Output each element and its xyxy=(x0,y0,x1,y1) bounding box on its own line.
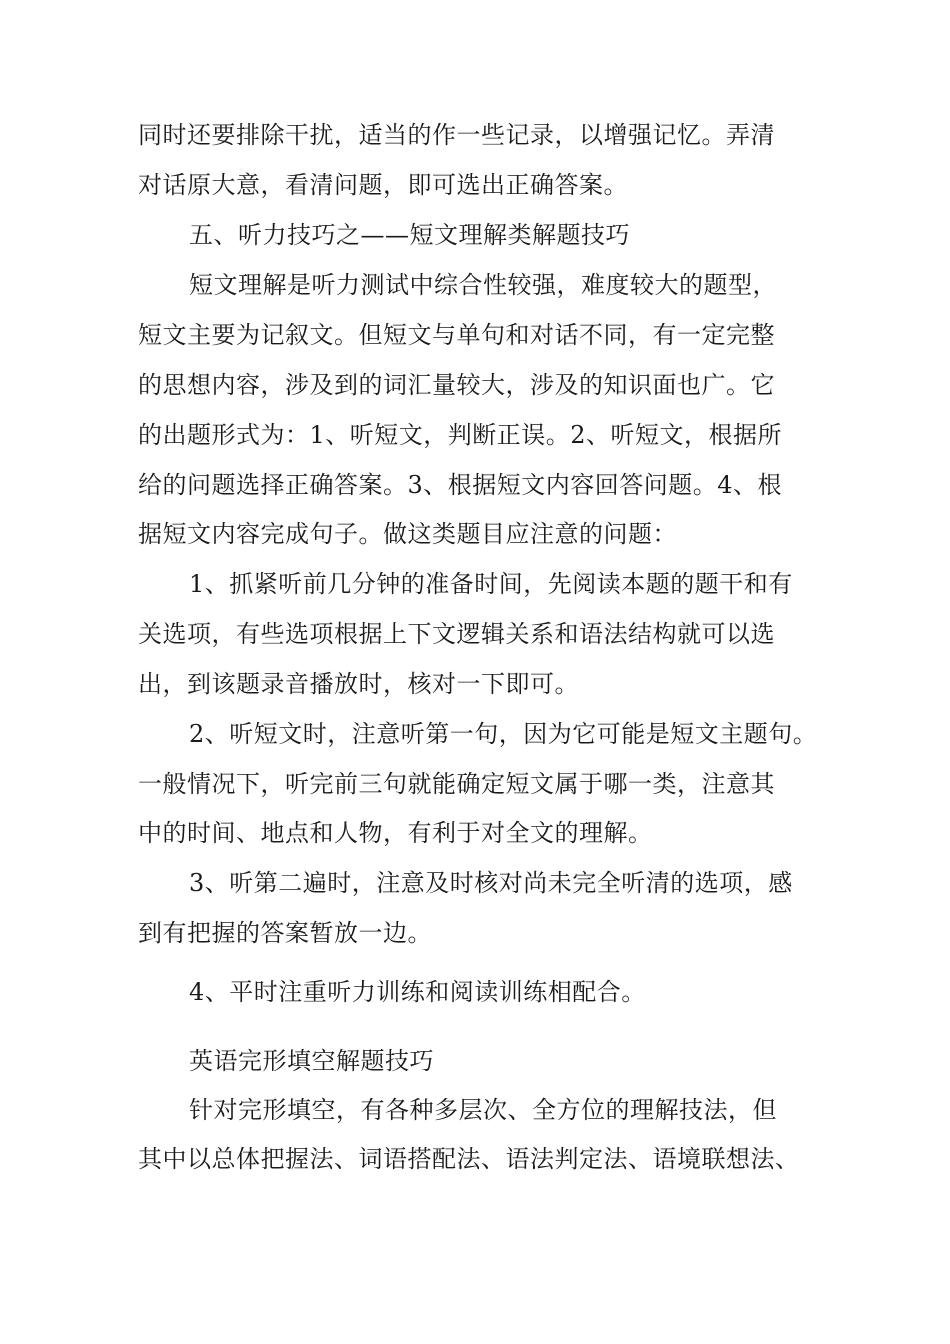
text-line: 的出题形式为：1、听短文，判断正误。2、听短文，根据所 xyxy=(138,421,783,449)
text-line: 到有把握的答案暂放一边。 xyxy=(138,919,432,947)
text-line: 4、平时注重听力训练和阅读训练相配合。 xyxy=(189,978,646,1006)
text-line: 1、抓紧听前几分钟的准备时间，先阅读本题的题干和有 xyxy=(189,570,793,598)
text-line: 关选项，有些选项根据上下文逻辑关系和语法结构就可以选 xyxy=(138,620,775,648)
text-line: 据短文内容完成句子。做这类题目应注意的问题： xyxy=(138,520,677,548)
text-line: 短文主要为记叙文。但短文与单句和对话不同，有一定完整 xyxy=(138,321,775,349)
text-line: 3、听第二遍时，注意及时核对尚未完全听清的选项，感 xyxy=(189,869,793,897)
text-line: 2、听短文时，注意听第一句，因为它可能是短文主题句。 xyxy=(189,720,818,748)
section-heading: 五、听力技巧之——短文理解类解题技巧 xyxy=(189,221,630,249)
text-line: 一般情况下，听完前三句就能确定短文属于哪一类，注意其 xyxy=(138,770,775,798)
text-line: 的思想内容，涉及到的词汇量较大，涉及的知识面也广。它 xyxy=(138,371,775,399)
text-line: 中的时间、地点和人物，有利于对全文的理解。 xyxy=(138,819,653,847)
text-line: 给的问题选择正确答案。3、根据短文内容回答问题。4、根 xyxy=(138,471,783,499)
text-line: 对话原大意，看清问题，即可选出正确答案。 xyxy=(138,171,628,199)
text-line: 针对完形填空，有各种多层次、全方位的理解技法，但 xyxy=(189,1096,777,1124)
text-line: 出，到该题录音播放时，核对一下即可。 xyxy=(138,670,579,698)
text-line: 短文理解是听力测试中综合性较强，难度较大的题型， xyxy=(189,271,777,299)
text-line: 其中以总体把握法、词语搭配法、语法判定法、语境联想法、 xyxy=(138,1145,800,1173)
section-heading: 英语完形填空解题技巧 xyxy=(189,1047,434,1075)
text-line: 同时还要排除干扰，适当的作一些记录，以增强记忆。弄清 xyxy=(138,121,775,149)
